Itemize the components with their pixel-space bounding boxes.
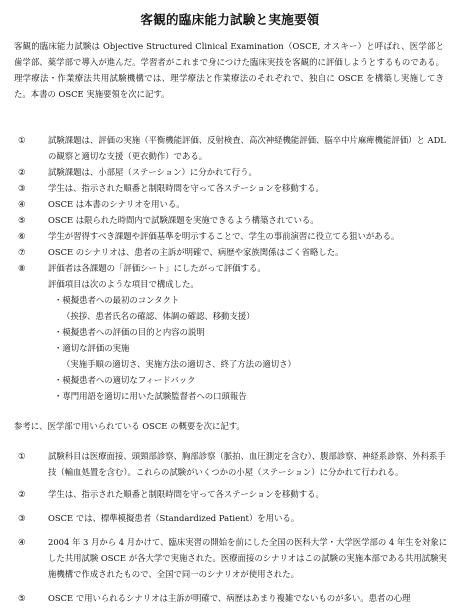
list-item xyxy=(18,448,448,480)
list-item xyxy=(18,486,448,502)
item-marker: ⑤ xyxy=(18,215,26,225)
item-marker: ② xyxy=(18,489,26,499)
item-text: 試験課題は、小部屋（ステーション）に分かれて行う。 xyxy=(48,167,257,177)
list-item xyxy=(18,132,448,164)
item-text: 試験課題は、評価の実施（平衡機能評価、反射検査、高次神経機能評価、脳卒中片麻痺機能評価）と ADL の観察と適切な支援（更衣動作）である。 xyxy=(48,135,446,161)
reference-paragraph: 参考に、医学部で用いられている OSCE の概要を次に記す。 xyxy=(14,421,245,431)
eval-item-detail: （実施手順の適切さ、実施方法の適切さ、終了方法の適切さ） xyxy=(62,359,296,369)
item-text: 学生は、指示された順番と制限時間を守って各ステーションを移動する。 xyxy=(48,183,324,193)
list-item xyxy=(18,180,448,196)
item-text: 2004 年 3 月から 4 月かけて、臨床実習の開始を前にした全国の医科大学・大学医学部の 4 年生を対象にした共用試験 OSCE が各大学で実施された。医療面接のシナリオはこの試験の実施本部である共用試験実施機構で作成されたもので、全国で同一のシナリオが使用された。 xyxy=(48,537,448,579)
item-marker: ⑤ xyxy=(18,593,26,603)
item-text: OSCE のシナリオは、患者の主訴が明確で、病歴や家族関係はごく省略した。 xyxy=(48,247,344,257)
item-marker: ① xyxy=(18,451,26,461)
item-text: OSCE で用いられるシナリオは主訴が明確で、病歴はあまり複雑でないものが多い。患者の心理 xyxy=(48,593,411,603)
item-text: OSCE では、標準模擬患者（Standardized Patient）を用いる。 xyxy=(48,513,300,523)
item-marker: ③ xyxy=(18,513,26,523)
eval-item: ・模擬患者への最初のコンタクト xyxy=(54,295,180,305)
item-text: 評価者は各課題の「評価シート」にしたがって評価する。 xyxy=(48,263,266,273)
medical-osce-list xyxy=(18,448,448,614)
implementation-list xyxy=(18,132,448,404)
list-item xyxy=(18,196,448,212)
item-text: 学生は、指示された順番と制限時間を守って各ステーションを移動する。 xyxy=(48,489,324,499)
list-item xyxy=(18,534,448,582)
intro-paragraph: 客観的臨床能力試験は Objective Structured Clinical Examination（OSCE, オスキー）と呼ばれ、医学部と歯学部、薬学部で導入が進んだ。学習者がこれまで身につけた臨床実技を客観的に評価しようとするものである。理学療法・作業療法共用試験機構では、理学療法と作業療法のそれぞれで、独自に OSCE を構築し実施してきた。本書の OSCE 実施要領を次に記す。 xyxy=(14,41,444,99)
eval-item-detail: （挨拶、患者氏名の確認、体調の確認、移動支援） xyxy=(62,311,255,321)
item-text: OSCE は本書のシナリオを用いる。 xyxy=(48,199,185,209)
item-marker: ⑥ xyxy=(18,231,26,241)
item-text: 試験科目は医療面接、頭頸部診察、胸部診察（脈拍、血圧測定を含む）、腹部診察、神経系診察、外科系手技（輸血処置を含む）。これらの試験がいくつかの小屋（ステーション）に分かれて行われる。 xyxy=(48,451,446,477)
eval-item: ・模擬患者への評価の目的と内容の説明 xyxy=(54,327,205,337)
list-item xyxy=(18,260,448,404)
item-marker: ③ xyxy=(18,183,26,193)
eval-item: ・適切な評価の実施 xyxy=(54,343,130,353)
eval-item: ・模擬患者への適切なフィードバック xyxy=(54,375,196,385)
list-item xyxy=(18,590,448,606)
item-marker: ② xyxy=(18,167,26,177)
list-item xyxy=(18,212,448,228)
list-item xyxy=(18,164,448,180)
item-text: 学生が習得すべき課題や評価基準を明示することで、学生の事前演習に役立てる狙いがある。 xyxy=(48,231,400,241)
list-item xyxy=(18,244,448,260)
item-marker: ④ xyxy=(18,537,26,547)
item-marker: ⑧ xyxy=(18,263,26,273)
eval-intro: 評価項目は次のような項目で構成した。 xyxy=(48,279,199,289)
item-text: OSCE は限られた時間内で試験課題を実施できるよう構築されている。 xyxy=(48,215,319,225)
item-marker: ⑦ xyxy=(18,247,26,257)
item-marker: ④ xyxy=(18,199,26,209)
eval-item: ・専門用語を適切に用いた試験監督者への口頭報告 xyxy=(54,391,247,401)
page-title: 客観的臨床能力試験と実施要領 xyxy=(140,12,320,27)
list-item xyxy=(18,228,448,244)
item-marker: ① xyxy=(18,135,26,145)
list-item xyxy=(18,510,448,526)
